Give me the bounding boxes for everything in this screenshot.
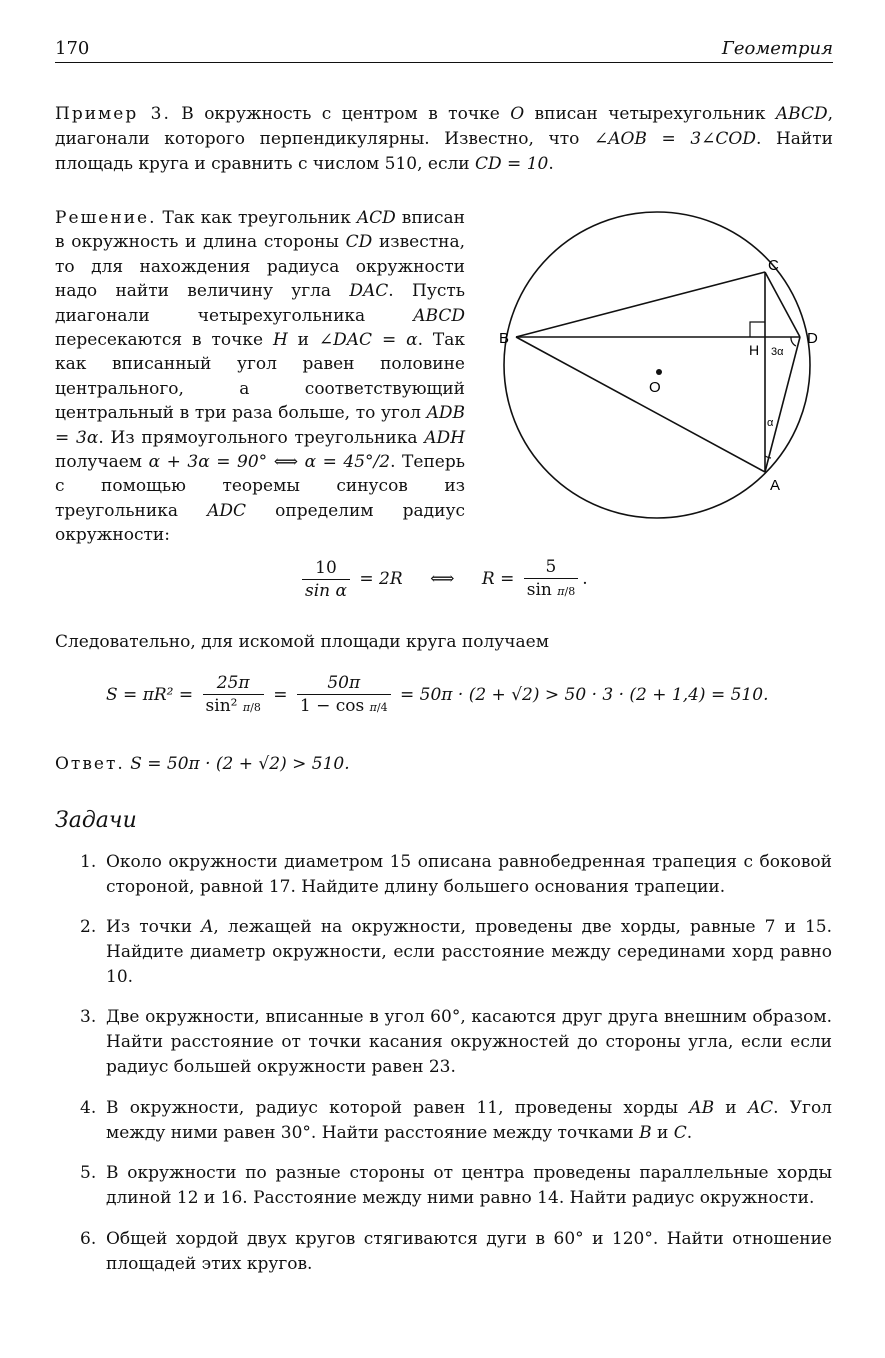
label-alpha: α	[767, 417, 774, 429]
running-title: Геометрия	[721, 38, 833, 59]
side-bc	[516, 272, 765, 337]
task-item: 5. В окружности по разные стороны от центра проведены параллельные хорды длиной 12 и 16. Расстояние между ними равно 14. Найти радиус окружности.	[80, 1163, 832, 1208]
answer: Ответ. S = 50π · (2 + √2) > 510.	[55, 754, 350, 774]
label-a: A	[770, 477, 781, 494]
label-b: B	[499, 330, 510, 347]
geometry-figure	[495, 200, 835, 530]
tasks-heading: Задачи	[55, 808, 137, 833]
task-item: 6. Общей хордой двух кругов стягиваются дуги в 60° и 120°. Найти отношение площадей этих кругов.	[80, 1229, 832, 1274]
right-angle-mark	[750, 322, 765, 337]
page-header	[55, 38, 833, 63]
label-o: O	[649, 379, 661, 396]
task-item: 3. Две окружности, вписанные в угол 60°, касаются друг друга внешним образом. Найти расстояние от точки касания окружностей до стороны угла, если если радиус большей окружности равен 23.	[80, 1007, 832, 1077]
task-item: 2. Из точки A, лежащей на окружности, проведены две хорды, равные 7 и 15. Найдите диаметр окружности, если расстояние между серединами хорд равно 10.	[80, 917, 832, 987]
label-d: D	[807, 330, 818, 347]
task-item: 1. Около окружности диаметром 15 описана равнобедренная трапеция с боковой стороной, равной 17. Найдите длину большего основания трапеции.	[80, 852, 832, 897]
side-ab	[516, 337, 765, 472]
label-h: H	[749, 342, 760, 358]
formula-area: S = πR² = $\frac{25\pi}{\text{sin² π/8}}$ = $\frac{50\pi}{\text{1 − cos π/4}}$ = 50π · (2 + √2) > 50 · 3 · (2 + 1,4) = 510.	[106, 673, 769, 716]
task-item: 4. В окружности, радиус которой равен 11, проведены хорды AB и AC. Угол между ними равен 30°. Найти расстояние между точками B и C.	[80, 1098, 832, 1143]
center-point	[656, 369, 662, 375]
angle-arc-a	[765, 456, 771, 458]
label-3alpha: 3α	[771, 346, 784, 358]
solution-text: Решение. Так как треугольник ACD вписан в окружность и длина стороны CD известна, то для нахождения радиуса окружности надо найти величину угла DAC. Пусть диагонали четырехугольника ABCD пересекаются в точке H и ∠DAC = α. Так как вписанный угол равен половине центрального, а соответствующий центральный в три раза больше, то угол ADB = 3α. Из прямоугольного треугольника ADH получаем α + 3α = 90° ⟺ α = 45°/2. Теперь с помощью теоремы синусов из треугольника ADC определим радиус окружности:	[55, 208, 466, 546]
example-statement: Пример 3. В окружность с центром в точке O вписан четырехугольник ABCD, диагонали которого перпендикулярны. Известно, что ∠AOB = 3∠COD. Найти площадь круга и сравнить с числом 510, если CD = 10.	[55, 104, 834, 174]
side-cd	[765, 272, 800, 337]
page-number: 170	[55, 38, 90, 59]
formula-radius: $\frac{10}{\text{sin α}}$ = 2R ⟺ R = $\frac{5}{\text{sin π/8}}$ .	[298, 556, 588, 603]
angle-arc-d	[791, 337, 796, 346]
consequently-text: Следовательно, для искомой площади круга получаем	[55, 632, 549, 652]
label-c: C	[768, 257, 779, 274]
